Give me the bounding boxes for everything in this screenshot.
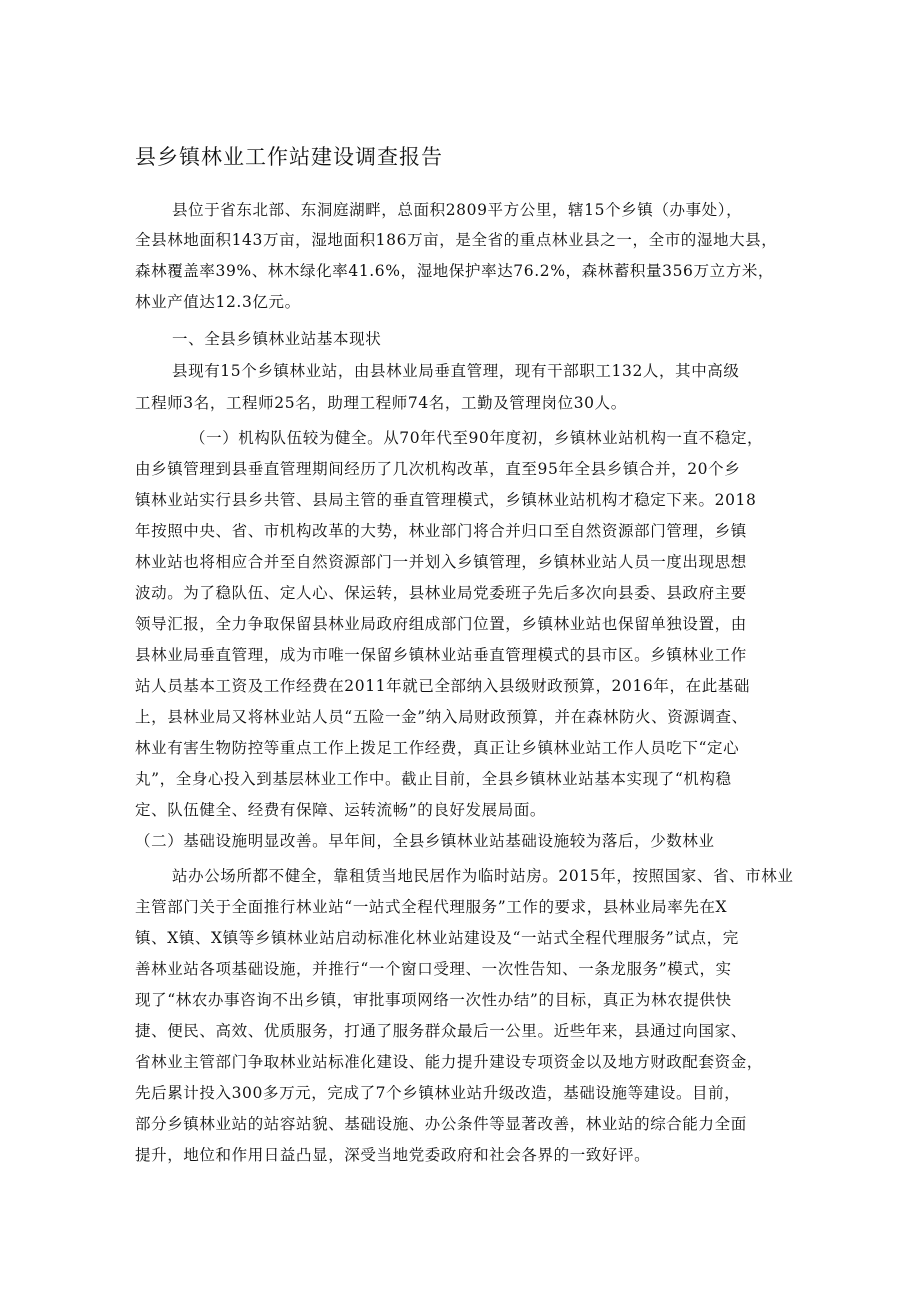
intro-line: 森林覆盖率39%、林木绿化率41.6%，湿地保护率达76.2%，森林蓄积量356万立方米， bbox=[135, 262, 775, 280]
section-heading-1: 一、全县乡镇林业站基本现状 bbox=[172, 330, 382, 348]
intro-line: 县位于省东北部、东洞庭湖畔，总面积2809平方公里，辖15个乡镇（办事处）， bbox=[172, 201, 743, 219]
subsection-heading-1: （一）机构队伍较为健全。从70年代至90年度初，乡镇林业站机构一直不稳定， bbox=[190, 429, 764, 447]
intro-line: 林业产值达12.3亿元。 bbox=[135, 293, 301, 311]
intro-line: 全县林地面积143万亩，湿地面积186万亩，是全省的重点林业县之一，全市的湿地大县， bbox=[135, 231, 778, 249]
paragraph-line: 年按照中央、省、市机构改革的大势，林业部门将合并归口至自然资源部门管理，乡镇 bbox=[135, 522, 747, 540]
paragraph-line: 先后累计投入300多万元，完成了7个乡镇林业站升级改造，基础设施等建设。目前， bbox=[135, 1084, 741, 1102]
paragraph-line: 站人员基本工资及工作经费在2011年就已全部纳入县级财政预算，2016年，在此基础 bbox=[135, 677, 750, 695]
paragraph-line: 省林业主管部门争取林业站标准化建设、能力提升建设专项资金以及地方财政配套资金， bbox=[135, 1053, 763, 1071]
paragraph-line: 丸”，全身心投入到基层林业工作中。截止目前，全县乡镇林业站基本实现了“机构稳 bbox=[135, 770, 732, 788]
paragraph-line: 波动。为了稳队伍、定人心、保运转，县林业局党委班子先后多次向县委、县政府主要 bbox=[135, 584, 747, 602]
document-title: 县乡镇林业工作站建设调查报告 bbox=[135, 145, 443, 169]
paragraph-line: 镇林业站实行县乡共管、县局主管的垂直管理模式，乡镇林业站机构才稳定下来。2018 bbox=[135, 491, 757, 509]
paragraph-line: 镇、X镇、X镇等乡镇林业站启动标准化林业站建设及“一站式全程代理服务”试点，完 bbox=[135, 929, 739, 947]
paragraph-line: 林业有害生物防控等重点工作上拨足工作经费，真正让乡镇林业站工作人员吃下“定心 bbox=[135, 739, 740, 757]
paragraph-line: （二）基础设施明显改善。早年间，全县乡镇林业站基础设施较为落后，少数林业 bbox=[135, 832, 715, 850]
paragraph-line: 现了“林农办事咨询不出乡镇，审批事项网络一次性办结”的目标，真正为林农提供快 bbox=[135, 991, 732, 1009]
paragraph-line: 提升，地位和作用日益凸显，深受当地党委政府和社会各界的一致好评。 bbox=[135, 1146, 651, 1164]
paragraph-line: 县林业局垂直管理，成为市唯一保留乡镇林业站垂直管理模式的县市区。乡镇林业工作 bbox=[135, 646, 747, 664]
paragraph-line: 捷、便民、高效、优质服务，打通了服务群众最后一公里。近些年来，县通过向国家、 bbox=[135, 1022, 747, 1040]
paragraph-line: 善林业站各项基础设施，并推行“一个窗口受理、一次性告知、一条龙服务”模式，实 bbox=[135, 960, 732, 978]
paragraph-line: 林业站也将相应合并至自然资源部门一并划入乡镇管理，乡镇林业站人员一度出现思想 bbox=[135, 553, 747, 571]
paragraph-line: 县现有15个乡镇林业站，由县林业局垂直管理，现有干部职工132人，其中高级 bbox=[172, 362, 740, 380]
paragraph-line: 主管部门关于全面推行林业站“一站式全程代理服务”工作的要求，县林业局率先在X bbox=[135, 898, 728, 916]
paragraph-line: 由乡镇管理到县垂直管理期间经历了几次机构改革，直至95年全县乡镇合并，20个乡 bbox=[135, 460, 741, 478]
paragraph-line: 定、队伍健全、经费有保障、运转流畅”的良好发展局面。 bbox=[135, 801, 547, 819]
paragraph-line: 上，县林业局又将林业站人员“五险一金”纳入局财政预算，并在森林防火、资源调查、 bbox=[135, 708, 748, 726]
paragraph-line: 领导汇报，全力争取保留县林业局政府组成部门位置，乡镇林业站也保留单独设置，由 bbox=[135, 615, 747, 633]
paragraph-line: 工程师3名，工程师25名，助理工程师74名，工勤及管理岗位30人。 bbox=[135, 394, 627, 412]
paragraph-line: 部分乡镇林业站的站容站貌、基础设施、办公条件等显著改善，林业站的综合能力全面 bbox=[135, 1115, 747, 1133]
subsection-heading-2: 站办公场所都不健全，靠租赁当地民居作为临时站房。2015年，按照国家、省、市林业 bbox=[172, 867, 794, 885]
